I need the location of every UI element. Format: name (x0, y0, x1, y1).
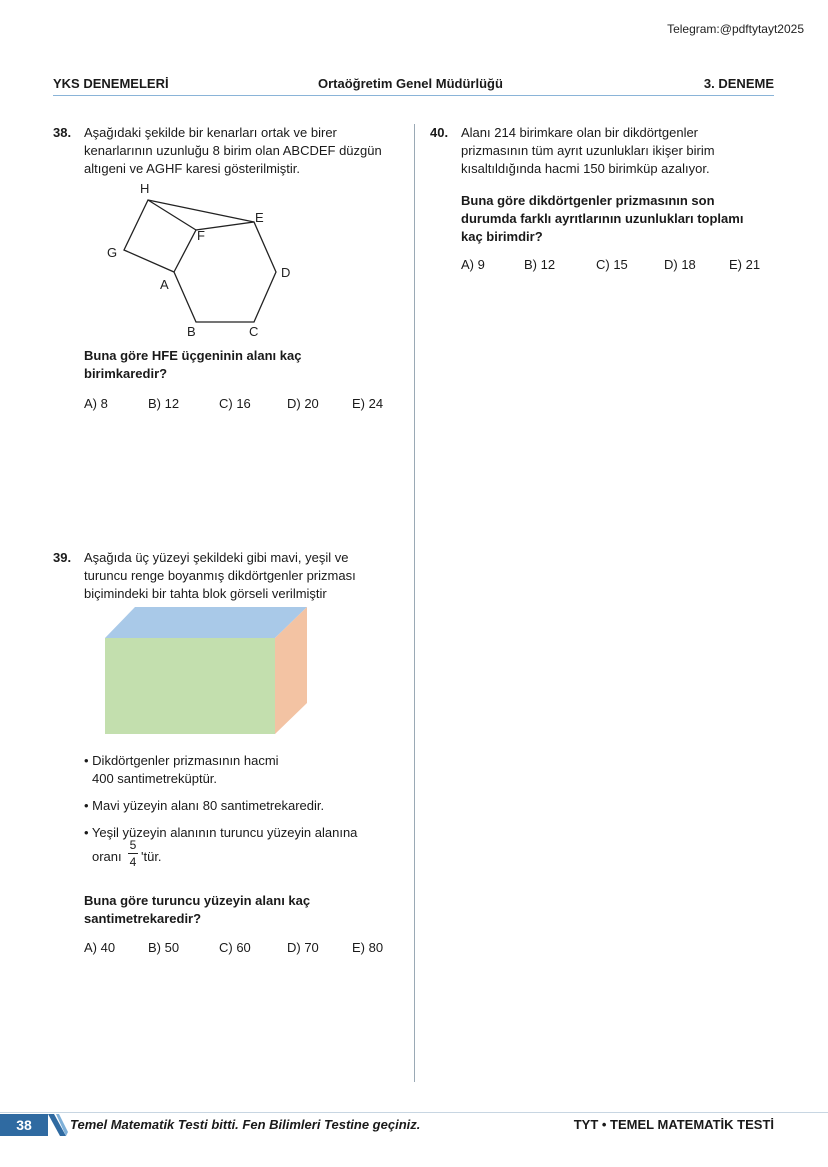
label-d: D (281, 265, 291, 280)
footer-stripe-icon (46, 1112, 68, 1138)
q40-text (461, 124, 715, 178)
q39-text (84, 549, 356, 603)
hexagon-shape (174, 222, 276, 322)
footer-divider (0, 1112, 828, 1113)
q40-option-a[interactable]: A) 9 (461, 257, 485, 272)
header-center: Ortaöğretim Genel Müdürlüğü (318, 76, 503, 91)
label-e: E (255, 210, 264, 225)
q39-question-line: Buna göre turuncu yüzeyin alanı kaç (84, 893, 311, 908)
q39-line: Aşağıda üç yüzeyi şekildeki gibi mavi, yeşil ve (84, 550, 349, 565)
q39-question (84, 892, 310, 928)
ratio-suffix: 'tür. (141, 849, 162, 864)
q40-option-e[interactable]: E) 21 (729, 257, 761, 272)
q40-option-c[interactable]: C) 15 (596, 257, 628, 272)
q40-line: Alanı 214 birimkare olan bir dikdörtgenler (461, 125, 699, 140)
q39-option-e[interactable]: E) 80 (352, 940, 384, 955)
label-h: H (140, 181, 150, 196)
q39-bullet-2: • Mavi yüzeyin alanı 80 santimetrekaredir. (84, 798, 325, 813)
ratio-numerator: 5 (129, 838, 137, 852)
header-divider (53, 95, 774, 96)
q38-option-e[interactable]: E) 24 (352, 396, 384, 411)
q38-option-b[interactable]: B) 12 (148, 396, 180, 411)
ratio-denominator: 4 (129, 855, 137, 869)
q38-number: 38. (53, 125, 72, 140)
q38-line: altıgeni ve AGHF karesi gösterilmiştir. (84, 161, 301, 176)
q39-bullet-line: • Dikdörtgenler prizmasının hacmi (84, 753, 279, 768)
q39-option-c[interactable]: C) 60 (219, 940, 251, 955)
footer-test-title: TYT • TEMEL MATEMATİK TESTİ (573, 1117, 774, 1132)
ratio-fraction (128, 838, 138, 869)
q38-option-a[interactable]: A) 8 (84, 396, 108, 411)
telegram-handle: Telegram:@pdftytayt2025 (667, 22, 804, 36)
q39-option-b[interactable]: B) 50 (148, 940, 180, 955)
label-a: A (160, 277, 169, 292)
q39-bullet-3: • Yeşil yüzeyin alanının turuncu yüzeyin alanına (84, 825, 358, 840)
q39-question-line: santimetrekaredir? (84, 911, 202, 926)
q38-question-line: birimkaredir? (84, 366, 168, 381)
footer-message: Temel Matematik Testi bitti. Fen Bilimleri Testine geçiniz. (70, 1117, 421, 1132)
hexagon-square-figure (100, 180, 300, 340)
q39-bullet-line: 400 santimetreküptür. (92, 771, 218, 786)
q38-line: Aşağıdaki şekilde bir kenarları ortak ve birer (84, 125, 337, 140)
column-divider (414, 124, 415, 1082)
square-shape (124, 200, 196, 272)
q40-option-b[interactable]: B) 12 (524, 257, 556, 272)
page-number: 38 (0, 1114, 48, 1136)
q38-question-line: Buna göre HFE üçgeninin alanı kaç (84, 348, 302, 363)
q38-question (84, 347, 301, 383)
q40-number: 40. (430, 125, 449, 140)
q40-line: kısaltıldığında hacmi 150 birimküp azalıyor. (461, 161, 710, 176)
q40-line: prizmasının tüm ayrıt uzunlukları ikişer birim (461, 143, 715, 158)
q40-option-d[interactable]: D) 18 (664, 257, 696, 272)
q39-option-d[interactable]: D) 70 (287, 940, 319, 955)
q38-line: kenarlarının uzunluğu 8 birim olan ABCDEF düzgün (84, 143, 382, 158)
fraction-bar (128, 853, 138, 854)
prism-figure (100, 604, 312, 738)
header-right: 3. DENEME (703, 76, 774, 91)
q38-option-d[interactable]: D) 20 (287, 396, 319, 411)
prism-front-face (105, 638, 275, 734)
q40-question-line: Buna göre dikdörtgenler prizmasının son (461, 193, 715, 208)
q39-line: turuncu renge boyanmış dikdörtgenler prizması (84, 568, 356, 583)
q39-number: 39. (53, 550, 72, 565)
q38-text (84, 124, 382, 178)
q39-bullet-1 (84, 752, 279, 788)
q40-question-line: kaç birimdir? (461, 229, 543, 244)
q39-option-a[interactable]: A) 40 (84, 940, 116, 955)
label-c: C (249, 324, 259, 339)
header-left: YKS DENEMELERİ (53, 76, 169, 91)
label-g: G (107, 245, 118, 260)
prism-top-face (105, 607, 307, 638)
segment-he (148, 200, 254, 222)
q40-question (461, 192, 743, 246)
label-f: F (197, 228, 205, 243)
q40-question-line: durumda farklı ayrıtlarının uzunlukları toplamı (461, 211, 744, 226)
q39-line: biçimindeki bir tahta blok görseli verilmiştir (84, 586, 327, 601)
q38-option-c[interactable]: C) 16 (219, 396, 251, 411)
ratio-prefix: oranı (92, 849, 122, 864)
label-b: B (187, 324, 196, 339)
